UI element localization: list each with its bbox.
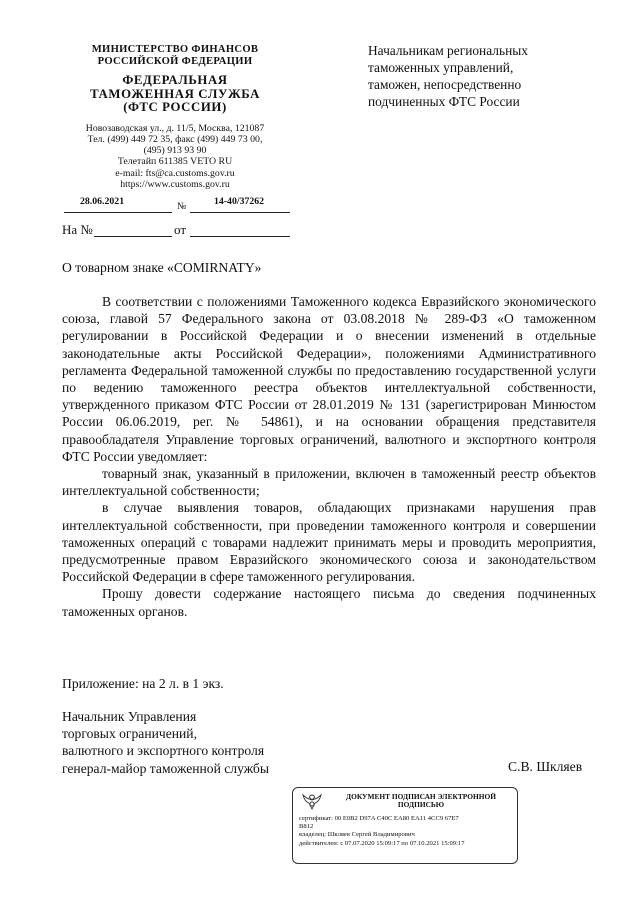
body-paragraph-3: в случае выявления товаров, обладающих признаками нарушения прав интеллектуальной собственности, при проведении таможенного контроля и совершении таможенных операций с товарами надлежит принимать меры и проводить мероприятия, предусмотренные правом Евразийского экономического союза и законодательством Российской Федерации в сфере таможенного регулирования. <box>62 500 596 585</box>
letter-body <box>62 293 596 620</box>
reference-date-line <box>190 236 290 237</box>
service-line-2: ТАМОЖЕННАЯ СЛУЖБА <box>90 86 260 101</box>
address-line-1: Новозаводская ул., д. 11/5, Москва, 121087 <box>85 122 265 134</box>
number-sign: № <box>177 201 187 212</box>
stamp-certificate-line-1: сертификат: 00 E0B2 D97A C40C EA80 EA11 4CC9 67E7 <box>299 815 459 822</box>
letterhead <box>46 44 304 190</box>
russian-eagle-emblem-icon <box>301 792 323 812</box>
registration-block <box>64 196 296 246</box>
ministry-line-2: РОССИЙСКОЙ ФЕДЕРАЦИИ <box>97 55 253 67</box>
address-line-2: Тел. (499) 449 72 35, факс (499) 449 73 00, <box>87 133 263 145</box>
signer-line-2: торговых ограничений, <box>62 726 197 742</box>
service-line-1: ФЕДЕРАЛЬНАЯ <box>122 73 228 88</box>
body-paragraph-2: товарный знак, указанный в приложении, включен в таможенный реестр объектов интеллектуальной собственности; <box>62 466 596 499</box>
signer-line-4: генерал-майор таможенной службы <box>62 760 269 776</box>
reference-date-label: от <box>174 222 187 237</box>
date-underline <box>64 212 172 213</box>
service-line-3: (ФТС РОССИИ) <box>123 100 227 115</box>
addressee-line-2: таможенных управлений, <box>368 60 514 75</box>
addressee-block <box>368 42 588 110</box>
signer-name: С.В. Шкляев <box>508 759 583 774</box>
address-line-4: Телетайп 611385 VETO RU <box>117 156 233 168</box>
stamp-details <box>299 815 513 848</box>
registration-number: 14-40/37262 <box>214 196 265 207</box>
signer-line-3: валютного и экспортного контроля <box>62 743 265 759</box>
electronic-signature-stamp <box>292 787 518 864</box>
address-line-5: e-mail: fts@ca.customs.gov.ru <box>115 167 235 179</box>
letter-subject: О товарном знаке «COMIRNATY» <box>62 260 262 275</box>
registration-date: 28.06.2021 <box>80 196 125 207</box>
signer-line-1: Начальник Управления <box>62 709 197 724</box>
stamp-owner: владелец: Шкляев Сергей Владимирович <box>299 831 415 839</box>
stamp-title <box>329 793 513 809</box>
number-underline <box>190 212 290 213</box>
attachment-note: Приложение: на 2 л. в 1 экз. <box>62 676 224 691</box>
addressee-line-1: Начальникам региональных <box>368 43 528 58</box>
addressee-line-3: таможен, непосредственно <box>368 77 522 92</box>
stamp-certificate-line-2: B812 <box>299 823 314 831</box>
body-paragraph-4: Прошу довести содержание настоящего письма до сведения подчиненных таможенных органов. <box>62 586 596 619</box>
ministry-line-1: МИНИСТЕРСТВО ФИНАНСОВ <box>91 44 259 55</box>
body-paragraph-1: В соответствии с положениями Таможенного кодекса Евразийского экономического союза, главой 57 Федерального закона от 03.08.2018 № 289-ФЗ «О таможенном регулировании в Российской Федерации и о внесении изменений в отдельные законодательные акты Российской Федерации», положениями Административного регламента Федеральной таможенной службы по предоставлению государственной услуги по ведению таможенного реестра объектов интеллектуальной собственности, утвержденного приказом ФТС России от 28.01.2019 № 131 (зарегистрирован Минюстом России 06.06.2019, рег. № 54861), и на основании обращения представителя правообладателя Управление торговых ограничений, валютного и экспортного контроля ФТС России уведомляет: <box>62 294 596 464</box>
addressee-line-4: подчиненных ФТС России <box>368 94 520 109</box>
reference-number-label: На № <box>62 222 93 237</box>
address-block <box>46 123 304 190</box>
address-line-3: (495) 913 93 90 <box>143 145 207 157</box>
stamp-title-line-2: ПОДПИСЬЮ <box>397 800 445 810</box>
stamp-title-line-1: ДОКУМЕНТ ПОДПИСАН ЭЛЕКТРОННОЙ <box>346 792 496 801</box>
stamp-validity: действителен: с 07.07.2020 15:09:17 по 07.10.2021 15:09:17 <box>299 839 465 847</box>
reference-number-line <box>94 236 172 237</box>
address-line-6: https://www.customs.gov.ru <box>120 178 230 190</box>
signer-position <box>62 708 322 777</box>
